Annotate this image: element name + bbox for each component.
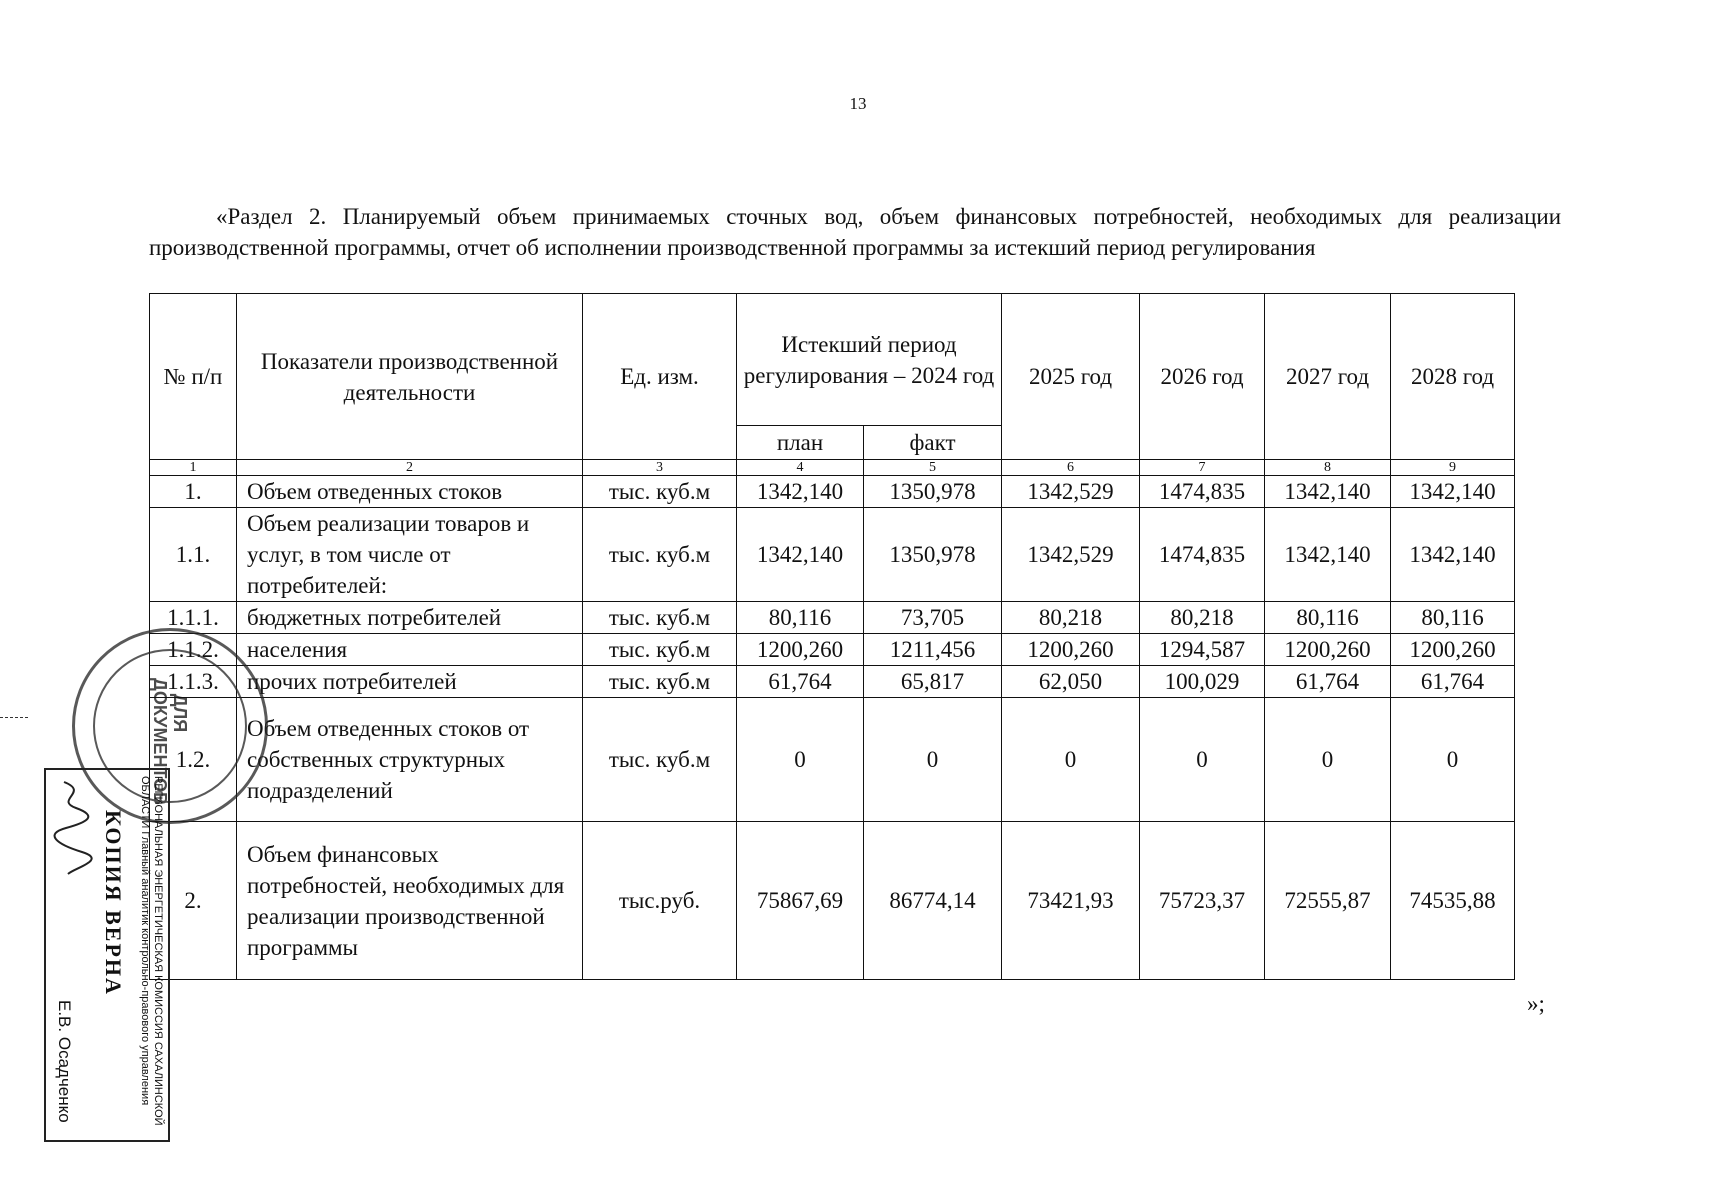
col-number: 8 bbox=[1265, 460, 1391, 476]
header-2026: 2026 год bbox=[1140, 294, 1265, 460]
col-number: 4 bbox=[737, 460, 864, 476]
table-row bbox=[150, 602, 1515, 634]
row-2025: 0 bbox=[1002, 698, 1140, 822]
col-number: 3 bbox=[583, 460, 737, 476]
section-heading: «Раздел 2. Планируемый объем принимаемых сточных вод, объем финансовых потребностей, необходимых для реализации производственной программы, отчет об исполнении производственной программы за истекший период регулирования bbox=[149, 204, 1561, 260]
row-2026: 100,029 bbox=[1140, 666, 1265, 698]
row-2025: 1200,260 bbox=[1002, 634, 1140, 666]
row-fact: 1350,978 bbox=[864, 508, 1002, 602]
row-2028: 61,764 bbox=[1391, 666, 1515, 698]
row-fact: 0 bbox=[864, 698, 1002, 822]
col-number: 7 bbox=[1140, 460, 1265, 476]
col-number: 6 bbox=[1002, 460, 1140, 476]
row-plan: 75867,69 bbox=[737, 822, 864, 980]
column-number-row bbox=[150, 460, 1515, 476]
row-2026: 1294,587 bbox=[1140, 634, 1265, 666]
stamp-text: ДЛЯ ДОКУМЕНТОВ bbox=[150, 678, 190, 806]
row-2028: 1342,140 bbox=[1391, 476, 1515, 508]
row-fact: 86774,14 bbox=[864, 822, 1002, 980]
row-indicator: прочих потребителей bbox=[237, 666, 583, 698]
cert-organization: РЕГИОНАЛЬНАЯ ЭНЕРГЕТИЧЕСКАЯ КОМИССИЯ САХАЛИНСКОЙ ОБЛАСТИ Главный аналитик контрольно-правового управления bbox=[139, 776, 164, 1126]
col-number: 9 bbox=[1391, 460, 1515, 476]
header-indicator: Показатели производственной деятельности bbox=[237, 294, 583, 460]
row-fact: 1350,978 bbox=[864, 476, 1002, 508]
row-plan: 1200,260 bbox=[737, 634, 864, 666]
row-plan: 61,764 bbox=[737, 666, 864, 698]
row-2025: 73421,93 bbox=[1002, 822, 1140, 980]
row-2026: 0 bbox=[1140, 698, 1265, 822]
table-row bbox=[150, 666, 1515, 698]
row-indicator: бюджетных потребителей bbox=[237, 602, 583, 634]
row-2027: 61,764 bbox=[1265, 666, 1391, 698]
row-num: 1.1. bbox=[150, 508, 237, 602]
header-2028: 2028 год bbox=[1391, 294, 1515, 460]
row-2028: 1200,260 bbox=[1391, 634, 1515, 666]
table-row bbox=[150, 822, 1515, 980]
header-row bbox=[150, 294, 1515, 426]
header-2027: 2027 год bbox=[1265, 294, 1391, 460]
row-2027: 1200,260 bbox=[1265, 634, 1391, 666]
header-2025: 2025 год bbox=[1002, 294, 1140, 460]
row-plan: 0 bbox=[737, 698, 864, 822]
cert-signer-name: Е.В. Осадченко bbox=[55, 1000, 74, 1123]
row-2026: 1474,835 bbox=[1140, 476, 1265, 508]
table-row bbox=[150, 508, 1515, 602]
header-num: № п/п bbox=[150, 294, 237, 460]
row-indicator: населения bbox=[237, 634, 583, 666]
row-indicator: Объем отведенных стоков от собственных структурных подразделений bbox=[237, 698, 583, 822]
row-2026: 75723,37 bbox=[1140, 822, 1265, 980]
col-number: 1 bbox=[150, 460, 237, 476]
col-number: 5 bbox=[864, 460, 1002, 476]
row-indicator: Объем финансовых потребностей, необходимых для реализации производственной программы bbox=[237, 822, 583, 980]
row-num: 2. bbox=[150, 822, 237, 980]
row-plan: 1342,140 bbox=[737, 508, 864, 602]
row-fact: 1211,456 bbox=[864, 634, 1002, 666]
row-fact: 73,705 bbox=[864, 602, 1002, 634]
row-2027: 1342,140 bbox=[1265, 476, 1391, 508]
row-2028: 0 bbox=[1391, 698, 1515, 822]
copy-certification-box bbox=[44, 768, 170, 1142]
col-number: 2 bbox=[237, 460, 583, 476]
production-program-table bbox=[149, 293, 1515, 980]
row-2025: 1342,529 bbox=[1002, 476, 1140, 508]
row-num: 1.2. bbox=[150, 698, 237, 822]
row-2027: 72555,87 bbox=[1265, 822, 1391, 980]
table-row bbox=[150, 634, 1515, 666]
row-2028: 80,116 bbox=[1391, 602, 1515, 634]
header-plan: план bbox=[737, 426, 864, 460]
row-2027: 80,116 bbox=[1265, 602, 1391, 634]
header-unit: Ед. изм. bbox=[583, 294, 737, 460]
row-2026: 80,218 bbox=[1140, 602, 1265, 634]
row-unit: тыс. куб.м bbox=[583, 634, 737, 666]
row-num: 1.1.1. bbox=[150, 602, 237, 634]
row-2025: 1342,529 bbox=[1002, 508, 1140, 602]
row-unit: тыс. куб.м bbox=[583, 698, 737, 822]
row-2027: 1342,140 bbox=[1265, 508, 1391, 602]
row-plan: 80,116 bbox=[737, 602, 864, 634]
row-unit: тыс. куб.м bbox=[583, 602, 737, 634]
page-number: 13 bbox=[849, 94, 867, 113]
closing-quote: »; bbox=[1527, 991, 1545, 1016]
row-num: 1.1.2. bbox=[150, 634, 237, 666]
margin-dash bbox=[0, 717, 28, 718]
row-num: 1. bbox=[150, 476, 237, 508]
cert-title: КОПИЯ ВЕРНА bbox=[101, 810, 126, 996]
row-unit: тыс. куб.м bbox=[583, 666, 737, 698]
row-2025: 80,218 bbox=[1002, 602, 1140, 634]
row-unit: тыс. куб.м bbox=[583, 508, 737, 602]
row-2025: 62,050 bbox=[1002, 666, 1140, 698]
table-row bbox=[150, 476, 1515, 508]
row-unit: тыс. куб.м bbox=[583, 476, 737, 508]
header-period: Истекший период регулирования – 2024 год bbox=[737, 294, 1002, 426]
row-2028: 1342,140 bbox=[1391, 508, 1515, 602]
table-row bbox=[150, 698, 1515, 822]
row-2028: 74535,88 bbox=[1391, 822, 1515, 980]
row-plan: 1342,140 bbox=[737, 476, 864, 508]
row-2027: 0 bbox=[1265, 698, 1391, 822]
row-2026: 1474,835 bbox=[1140, 508, 1265, 602]
signature-icon bbox=[52, 778, 94, 878]
row-indicator: Объем реализации товаров и услуг, в том числе от потребителей: bbox=[237, 508, 583, 602]
row-fact: 65,817 bbox=[864, 666, 1002, 698]
row-num: 1.1.3. bbox=[150, 666, 237, 698]
header-fact: факт bbox=[864, 426, 1002, 460]
row-indicator: Объем отведенных стоков bbox=[237, 476, 583, 508]
row-unit: тыс.руб. bbox=[583, 822, 737, 980]
